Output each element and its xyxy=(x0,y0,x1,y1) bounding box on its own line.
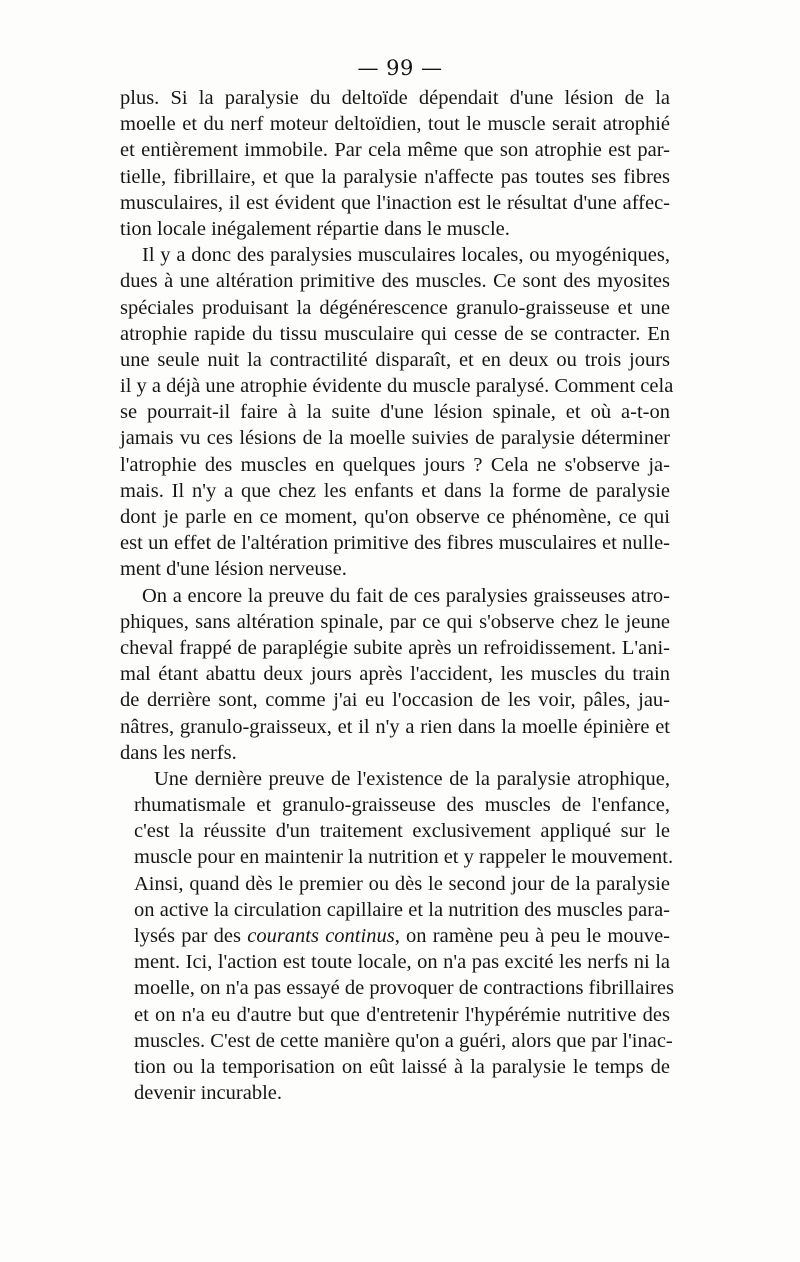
text-line: plus. Si la paralysie du deltoïde dépendait d'une lésion de la xyxy=(120,87,670,109)
text-line: et entièrement immobile. Par cela même que son atrophie est par- xyxy=(120,139,670,162)
text-line-with-italic xyxy=(120,923,670,949)
text-line: tion ou la temporisation on eût laissé à la paralysie le temps de xyxy=(134,1055,670,1078)
text-line: c'est la réussite d'un traitement exclusivement appliqué sur le xyxy=(134,820,670,843)
text-line: dues à une altération primitive des muscles. Ce sont des myosites xyxy=(120,270,670,293)
text-line: musculaires, il est évident que l'inaction est le résultat d'une affec- xyxy=(120,191,670,214)
text-line: jamais vu ces lésions de la moelle suivies de paralysie déterminer xyxy=(120,427,670,450)
text-line: muscle pour en maintenir la nutrition et y rappeler le mouvement. xyxy=(134,846,674,869)
text-line: de derrière sont, comme j'ai eu l'occasion de les voir, pâles, jau- xyxy=(120,689,670,712)
text-line: Une dernière preuve de l'existence de la paralysie atrophique, xyxy=(154,767,670,790)
text-line: devenir incurable. xyxy=(134,1082,282,1105)
paragraph-2 xyxy=(120,242,674,582)
text-line: est un effet de l'altération primitive des fibres musculaires et nulle- xyxy=(120,532,670,555)
text-line: tion locale inégalement répartie dans le muscle. xyxy=(120,217,510,240)
text-line: tielle, fibrillaire, et que la paralysie n'affecte pas toutes ses fibres xyxy=(120,165,670,188)
page-number: — 99 — xyxy=(357,56,443,80)
text-line: et on n'a eu d'autre but que d'entretenir l'hypérémie nutritive des xyxy=(134,1003,670,1026)
text-line: spéciales produisant la dégénérescence granulo-graisseuse et une xyxy=(120,296,670,319)
paragraph-3 xyxy=(120,583,670,766)
text-line: nâtres, granulo-graisseux, et il n'y a rien dans la moelle épinière et xyxy=(120,715,670,738)
text-line: l'atrophie des muscles en quelques jours ? Cela ne s'observe ja- xyxy=(120,453,670,476)
text-line: rhumatismale et granulo-graisseuse des muscles de l'enfance, xyxy=(134,794,670,817)
text-line: Ainsi, quand dès le premier ou dès le second jour de la paralysie xyxy=(134,872,670,895)
text-line: Il y a donc des paralysies musculaires locales, ou myogéniques, xyxy=(142,244,670,267)
paragraph-1 xyxy=(120,85,670,242)
text-line: moelle et du nerf moteur deltoïdien, tout le muscle serait atrophié xyxy=(120,113,670,136)
text-line: mal étant abattu deux jours après l'accident, les muscles du train xyxy=(120,663,670,686)
text-line: une seule nuit la contractilité disparaît, et en deux ou trois jours xyxy=(120,348,670,371)
text-line: il y a déjà une atrophie évidente du muscle paralysé. Comment cela xyxy=(120,375,674,398)
text-run: , on ramène peu à peu le mouve- xyxy=(394,925,671,947)
text-line: ment. Ici, l'action est toute locale, on n'a pas excité les nerfs ni la xyxy=(134,951,670,974)
text-line: cheval frappé de paraplégie subite après un refroidissement. L'ani- xyxy=(120,636,670,659)
text-line: atrophie rapide du tissu musculaire qui cesse de se contracter. En xyxy=(120,322,670,345)
text-line: dans les nerfs. xyxy=(120,741,237,764)
text-line: moelle, on n'a pas essayé de provoquer de contractions fibrillaires xyxy=(134,977,674,1000)
text-line: mais. Il n'y a que chez les enfants et dans la forme de paralysie xyxy=(120,479,670,502)
paragraph-4 xyxy=(120,766,674,1106)
text-line: se pourrait-il faire à la suite d'une lésion spinale, et où a-t-on xyxy=(120,401,670,424)
italic-phrase: courants continus xyxy=(247,925,395,947)
text-line: phiques, sans altération spinale, par ce qui s'observe chez le jeune xyxy=(120,610,670,633)
text-line: ment d'une lésion nerveuse. xyxy=(120,558,347,581)
text-line: dont je parle en ce moment, qu'on observe ce phénomène, ce qui xyxy=(120,506,670,528)
text-line: On a encore la preuve du fait de ces paralysies graisseuses atro- xyxy=(142,584,670,607)
text-line: muscles. C'est de cette manière qu'on a guéri, alors que par l'inac- xyxy=(134,1029,673,1052)
body-text xyxy=(120,85,674,1106)
text-run: lysés par des xyxy=(134,925,248,947)
text-line: on active la circulation capillaire et la nutrition des muscles para- xyxy=(134,898,670,921)
